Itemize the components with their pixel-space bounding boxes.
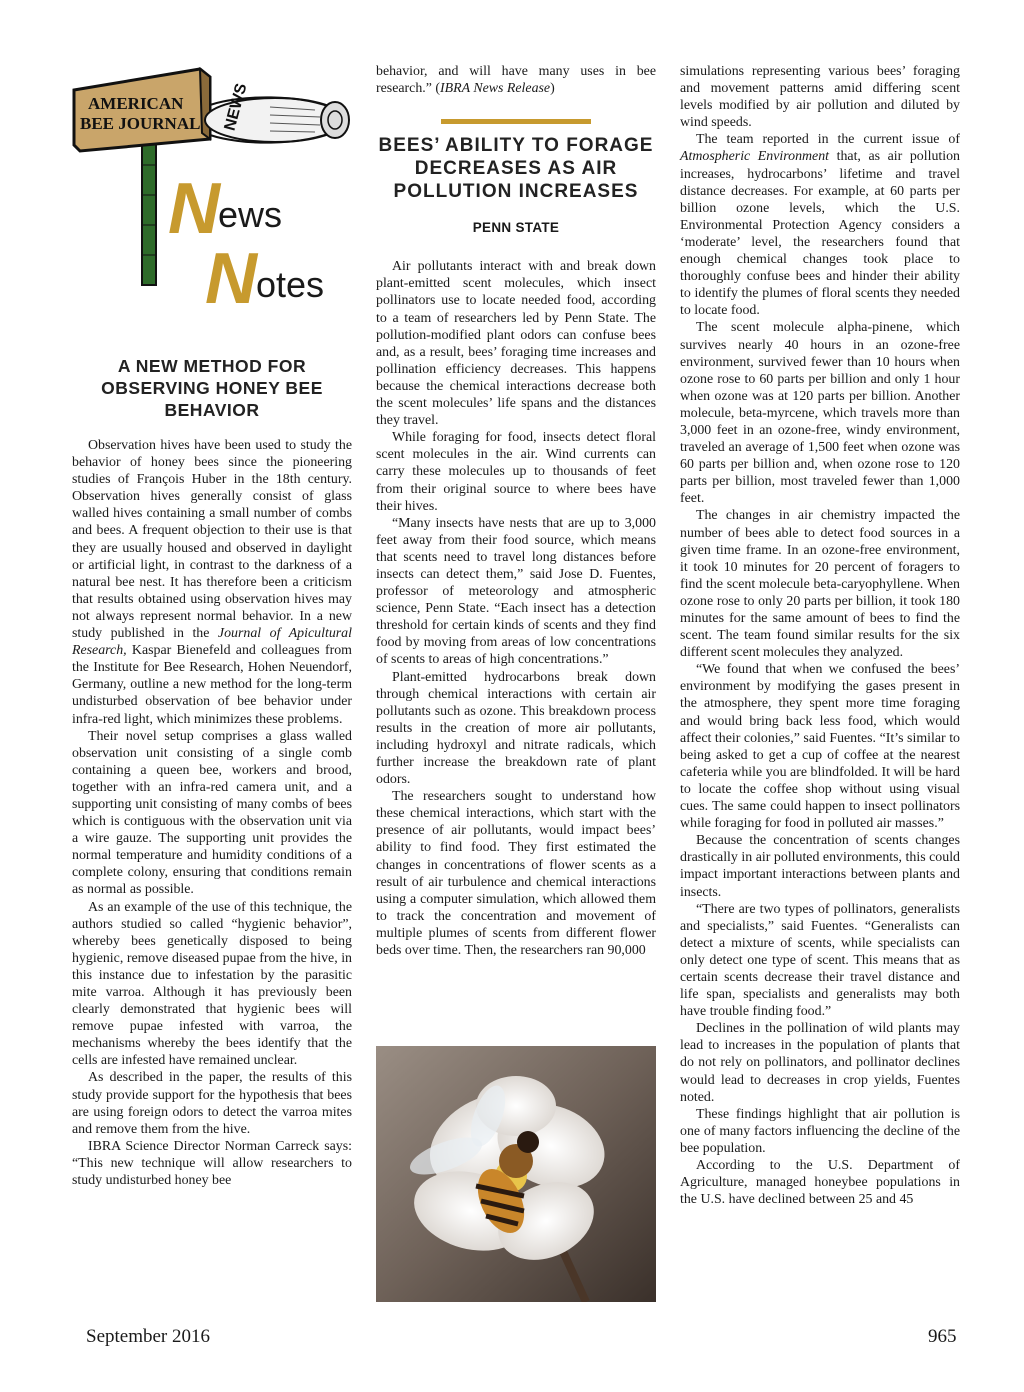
newspaper-icon [205,81,349,142]
bee-on-flower-photo [376,1046,656,1302]
section-divider [441,119,591,124]
article1-headline: A NEW METHOD FOR OBSERVING HONEY BEE BEHAVIOR [101,356,323,420]
notes-rest: otes [256,264,325,305]
article2-paragraph-13: Declines in the pollination of wild plants may lead to increases in the population of plants that do not rely on pollinators, and pollinator declines would lead to decreases in crop yields, Fuentes noted. [680,1021,960,1105]
article2-paragraph-8: The scent molecule alpha-pinene, which survives nearly 40 hours in an ozone-free environment, survived fewer than 10 hours when ozone rose to 60 parts per billion and only 1 hour when ozone was at 120 parts per billion. Another molecule, beta-myrcene, which travels more than 3,000 feet in an ozone-free, windy environment, traveled an average of 1,500 feet when ozone was 60 parts per billion and, when ozone rose to 120 parts per billion, most traveled fewer than 1,000 feet. [680,320,960,507]
article1-paragraph-1: Observation hives have been used to study the behavior of honey bees since the pioneering studies of François Huber in the 18th century. Observation hives generally consist of glass walled hives containing a small number of combs and bees. A frequent objection to their use is that they are usually housed and observed in daylight or artificial light, in contrast to the darkness of a natural bee nest. It has therefore been a criticism that results obtained using observation hives may not always represent normal behavior. In a new study published in the Journal of Apicultural Research, Kaspar Bienefeld and colleagues from the Institute for Bee Research, Hohen Neuendorf, Germany, outline a new method for the long-term undisturbed observation of bee behavior under infra-red light, which minimizes these problems. [72,438,352,727]
article2-paragraph-6: simulations representing various bees’ foraging and movement patterns amid differing scent levels modified by air pollution and diluted by wind speeds. [680,64,960,131]
paper-text: NEWS [221,81,251,133]
column-3 [680,63,960,1208]
article2-paragraph-12: “There are two types of pollinators, generalists and specialists,” said Fuentes. “Generalists can detect a mixture of scents, while specialists can only detect one type of scent. This means that as certain scents decrease their travel distance and life span, specialists and generalists may both have trouble finding food.” [680,901,960,1020]
column-1 [72,355,352,1189]
article2-paragraph-11: Because the concentration of scents changes drastically in air polluted environments, this could impact important interactions between plants and insects. [680,833,960,900]
article1-paragraph-3: As an example of the use of this technique, the authors studied so called “hygienic behavior”, whereby bees genetically disposed to being hygienic, remove diseased pupae from the hive, in this instance due to infestation by the parasitic mite varroa. Although it has previously been clearly demonstrated that hygienic bees will remove pupae infested with varroa, the mechanisms whereby the bees identify that the cells are infested have remained unclear. [72,899,352,1069]
sign-line2: BEE JOURNAL [80,114,201,133]
sign-line1: AMERICAN [88,94,184,113]
article2-paragraph-1: Air pollutants interact with and break down plant-emitted scent molecules, which insect pollinators use to locate needed food, according to a team of researchers led by Penn State. The pollution-modified plant odors can confuse bees and, as a result, bees’ foraging time increases and pollination efficiency decreases. This happens because the chemical interactions decrease both the scent molecules’ life spans and the distances they travel. [376,259,656,429]
news-initial: N [168,169,220,249]
article2-paragraph-15: According to the U.S. Department of Agriculture, managed honeybee populations in the U.S. have declined between 25 and 45 [680,1158,960,1208]
article2-byline: PENN STATE [472,220,560,236]
notes-initial: N [205,239,257,315]
article2-paragraph-7: The team reported in the current issue of Atmospheric Environment that, as air pollution increases, hydrocarbons’ lifetime and travel distance decreases. For example, at 60 parts per billion ozone levels, which the U.S. Environmental Protection Agency considers a ‘moderate’ level, the researchers found that enough chemical changes took place to thoroughly confuse bees and hinder their ability to identify the plumes of floral scents they needed to locate food. [680,132,960,319]
article2-headline: BEES’ ABILITY TO FORAGE DECREASES AS AIR POLLUTION INCREASES [378,135,654,203]
article2-paragraph-9: The changes in air chemistry impacted the number of bees able to detect food sources in a given time frame. In an ozone-free environment, it took 10 minutes for 20 percent of foragers to find the scent molecule beta-caryophyllene. When ozone rose to only 20 parts per billion, it took 180 minutes for the same amount of bees to find the scent. The team found similar results for the six different scent molecules they analyzed. [680,508,960,661]
article2-paragraph-14: These findings highlight that air pollution is one of many factors influencing the decline of the bee population. [680,1106,960,1156]
news-rest: ews [218,194,283,235]
column-2 [376,63,656,959]
footer-date: September 2016 [86,1326,211,1347]
article2-paragraph-4: Plant-emitted hydrocarbons break down through chemical interactions with certain air pollutants such as ozone. This breakdown process results in the creation of more air pollutants, including hydroxyl and nitrate radicals, which further increase the breakdown rate of plant odors. [376,669,656,788]
article2-paragraph-5: The researchers sought to understand how these chemical interactions, which start with the presence of air pollutants, would impact bees’ ability to find food. They first estimated the changes in concentrations of flower scents as a result of air turbulence and chemical interactions using a computer simulation, which allowed them to track the concentration and movement of multiple plumes of scents from different flower beds over time. Then, the researchers ran 90,000 [376,789,656,959]
article1-paragraph-5: IBRA Science Director Norman Carreck says: “This new technique will allow researchers to study undisturbed honey bee [72,1138,352,1189]
article2-paragraph-3: “Many insects have nests that are up to 3,000 feet away from their food source, which means that scents need to travel long distances before insects can detect them,” said Jose D. Fuentes, professor of meteorology and atmospheric science, Penn State. “Each insect has a detection threshold for certain kinds of scents and they find food by moving from areas of low concentrations of scents to areas of high concentrations.” [376,515,656,668]
article2-paragraph-2: While foraging for food, insects detect floral scent molecules in the air. Wind currents can carry these molecules up to thousands of feet from their original source to where bees have their hives. [376,430,656,514]
news-notes-logo [70,65,360,315]
article1-paragraph-4: As described in the paper, the results of this study provide support for the hypothesis that bees are using foreign odors to detect the varroa mites and remove them from the hive. [72,1070,352,1137]
article1-paragraph-2: Their novel setup comprises a glass walled observation unit consisting of a single comb containing a queen bee, workers and brood, together with an infra-red camera unit, and a supporting unit consisting of many combs of bees which is contiguous with the observation unit via a wire gauze. The supporting unit provides the normal temperature and humidity conditions of a complete colony, ensuring that conditions remain as normal as possible. [72,728,352,898]
article1-continuation: behavior, and will have many uses in bee research.” (IBRA News Release) [376,64,656,97]
page-number: 965 [928,1326,957,1347]
article2-paragraph-10: “We found that when we confused the bees’ environment by modifying the gases present in the atmosphere, they spent more time foraging and would bring back less food, which would affect their colonies,” said Fuentes. “It’s similar to being asked to get a cup of coffee at the nearest cafeteria while you are blindfolded. It will be hard to locate the coffee shop without using visual cues. The same could happen to insect pollinators while foraging for food in polluted air masses.” [680,662,960,832]
